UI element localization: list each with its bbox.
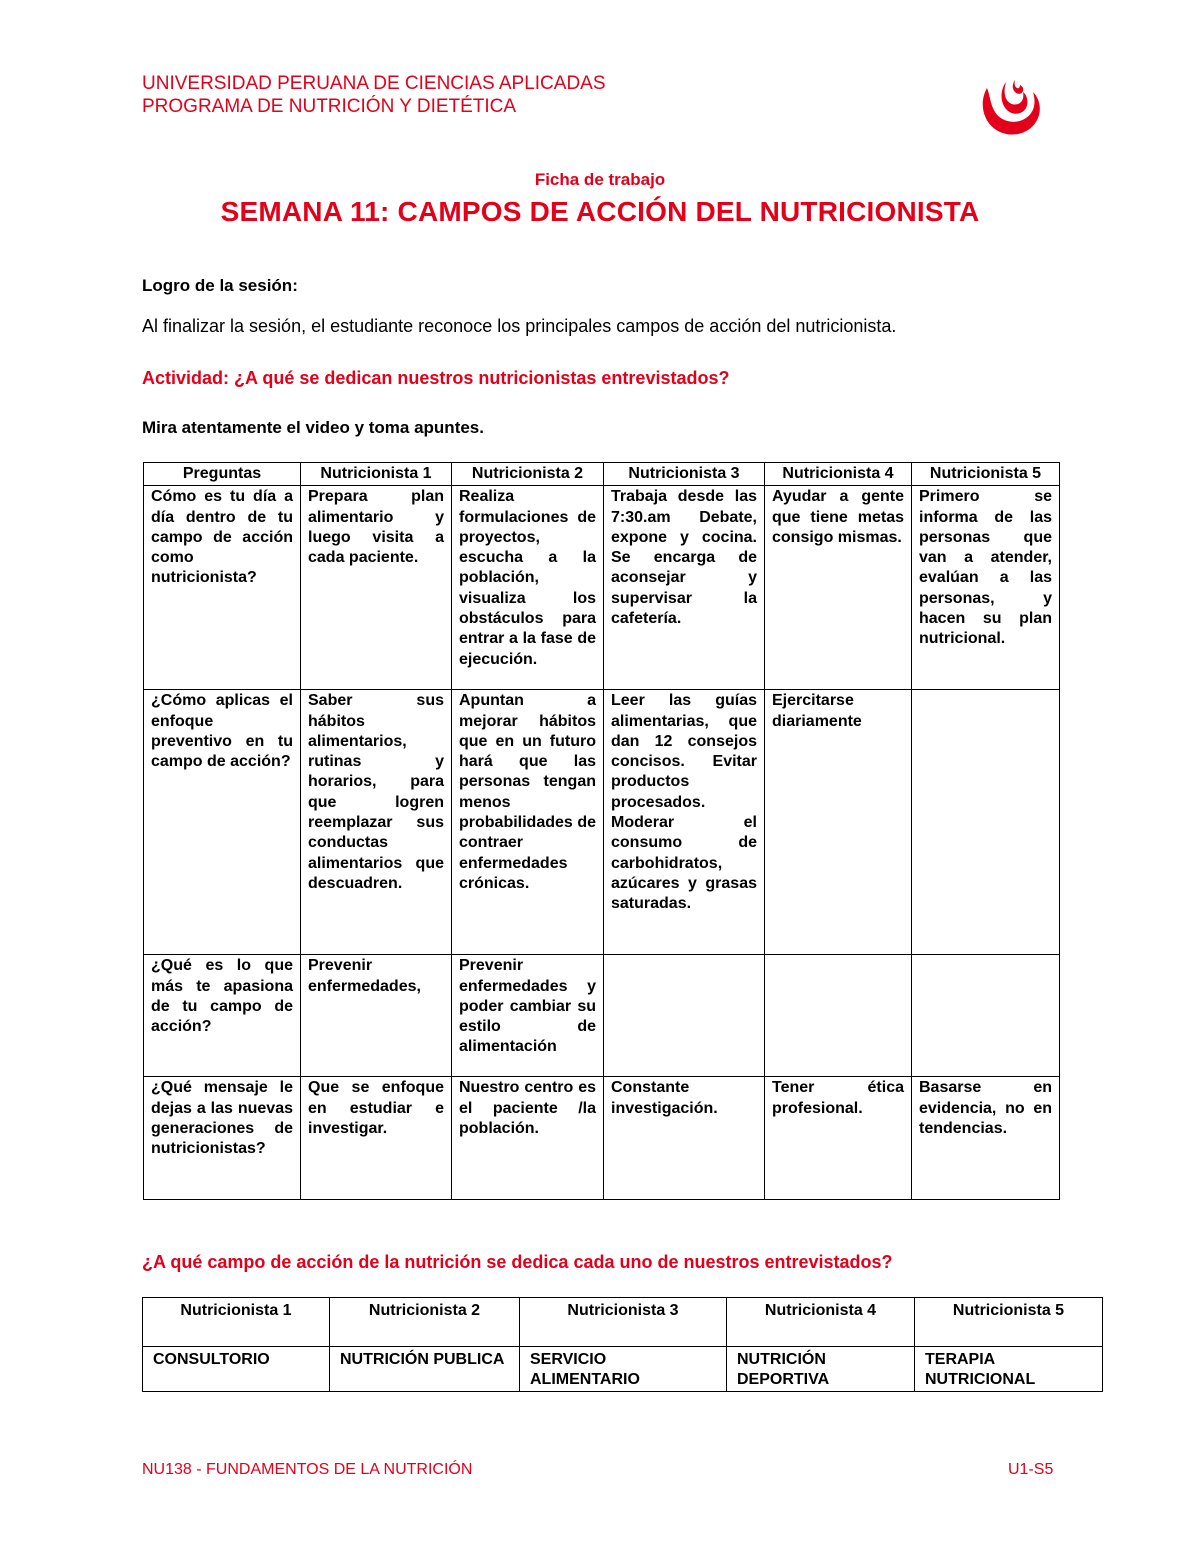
answer-cell: Leer las guías alimentarias, que dan 12 consejos concisos. Evitar productos procesados. Moderar el consumo de carbohidratos, azúcares y grasas saturadas. — [604, 690, 765, 955]
questions-table — [143, 462, 1060, 1200]
answer-cell — [604, 955, 765, 1077]
answer-cell: Ejercitarse diariamente — [765, 690, 912, 955]
answer-cell — [912, 690, 1060, 955]
table-row — [144, 1077, 1060, 1200]
answer-cell: Saber sus hábitos alimentarios, rutinas y horarios, para que logren reemplazar sus conductas alimentarios que descuadren. — [301, 690, 452, 955]
answer-cell: Basarse en evidencia, no en tendencias. — [912, 1077, 1060, 1200]
university-name: UNIVERSIDAD PERUANA DE CIENCIAS APLICADAS — [142, 73, 606, 94]
field-cell: NUTRICIÓN PUBLICA — [330, 1347, 520, 1392]
column-header-nutritionist-4: Nutricionista 4 — [765, 463, 912, 486]
column-header-nutritionist-1: Nutricionista 1 — [301, 463, 452, 486]
column-header-nutritionist-2: Nutricionista 2 — [452, 463, 604, 486]
question-cell: ¿Qué mensaje le dejas a las nuevas generaciones de nutricionistas? — [144, 1077, 301, 1200]
field-cell: TERAPIA NUTRICIONAL — [915, 1347, 1103, 1392]
footer-course: NU138 - FUNDAMENTOS DE LA NUTRICIÓN — [142, 1461, 473, 1478]
answer-cell: Prepara plan alimentario y luego visita a cada paciente. — [301, 486, 452, 690]
session-text: Al finalizar la sesión, el estudiante reconoce los principales campos de acción del nutricionista. — [142, 316, 897, 336]
column-header-nutritionist-5: Nutricionista 5 — [915, 1298, 1103, 1347]
document-header — [142, 72, 606, 118]
column-header-nutritionist-2: Nutricionista 2 — [330, 1298, 520, 1347]
fields-table — [142, 1297, 1103, 1392]
activity-title: Actividad: ¿A qué se dedican nuestros nutricionistas entrevistados? — [142, 368, 730, 388]
table-row — [144, 955, 1060, 1077]
fields-header-row — [143, 1298, 1103, 1347]
document-subtitle: Ficha de trabajo — [534, 170, 666, 189]
field-cell: NUTRICIÓN DEPORTIVA — [727, 1347, 915, 1392]
answer-cell: Prevenir enfermedades, — [301, 955, 452, 1077]
answer-cell: Prevenir enfermedades y poder cambiar su estilo de alimentación — [452, 955, 604, 1077]
answer-cell: Trabaja desde las 7:30.am Debate, expone y cocina. Se encarga de aconsejar y supervisar la cafetería. — [604, 486, 765, 690]
footer-code: U1-S5 — [1008, 1461, 1054, 1478]
field-cell: CONSULTORIO — [143, 1347, 330, 1392]
column-header-nutritionist-3: Nutricionista 3 — [604, 463, 765, 486]
document-title: SEMANA 11: CAMPOS DE ACCIÓN DEL NUTRICIONISTA — [220, 196, 980, 227]
program-name: PROGRAMA DE NUTRICIÓN Y DIETÉTICA — [142, 96, 517, 117]
column-header-nutritionist-3: Nutricionista 3 — [520, 1298, 727, 1347]
question-cell: Cómo es tu día a día dentro de tu campo de acción como nutricionista? — [144, 486, 301, 690]
column-header-nutritionist-1: Nutricionista 1 — [143, 1298, 330, 1347]
answer-cell: Constante investigación. — [604, 1077, 765, 1200]
answer-cell: Que se enfoque en estudiar e investigar. — [301, 1077, 452, 1200]
answer-cell: Primero se informa de las personas que van a atender, evalúan a las personas, y hacen su plan nutricional. — [912, 486, 1060, 690]
answer-cell: Ayudar a gente que tiene metas consigo mismas. — [765, 486, 912, 690]
table-row — [144, 486, 1060, 690]
activity-instruction: Mira atentamente el video y toma apuntes. — [142, 418, 484, 437]
column-header-nutritionist-5: Nutricionista 5 — [912, 463, 1060, 486]
column-header-nutritionist-4: Nutricionista 4 — [727, 1298, 915, 1347]
column-header-questions: Preguntas — [144, 463, 301, 486]
fields-question: ¿A qué campo de acción de la nutrición se dedica cada uno de nuestros entrevistados? — [142, 1252, 893, 1272]
answer-cell — [912, 955, 1060, 1077]
fields-row — [143, 1347, 1103, 1392]
table-row — [144, 690, 1060, 955]
answer-cell: Apuntan a mejorar hábitos que en un futuro hará que las personas tengan menos probabilidades de contraer enfermedades crónicas. — [452, 690, 604, 955]
session-label: Logro de la sesión: — [142, 276, 298, 295]
question-cell: ¿Qué es lo que más te apasiona de tu campo de acción? — [144, 955, 301, 1077]
table-header-row — [144, 463, 1060, 486]
question-cell: ¿Cómo aplicas el enfoque preventivo en tu campo de acción? — [144, 690, 301, 955]
answer-cell: Realiza formulaciones de proyectos, escucha a la población, visualiza los obstáculos para entrar a la fase de ejecución. — [452, 486, 604, 690]
field-cell: SERVICIO ALIMENTARIO — [520, 1347, 727, 1392]
answer-cell: Tener ética profesional. — [765, 1077, 912, 1200]
answer-cell: Nuestro centro es el paciente /la población. — [452, 1077, 604, 1200]
upc-flame-logo-icon — [978, 78, 1044, 138]
answer-cell — [765, 955, 912, 1077]
